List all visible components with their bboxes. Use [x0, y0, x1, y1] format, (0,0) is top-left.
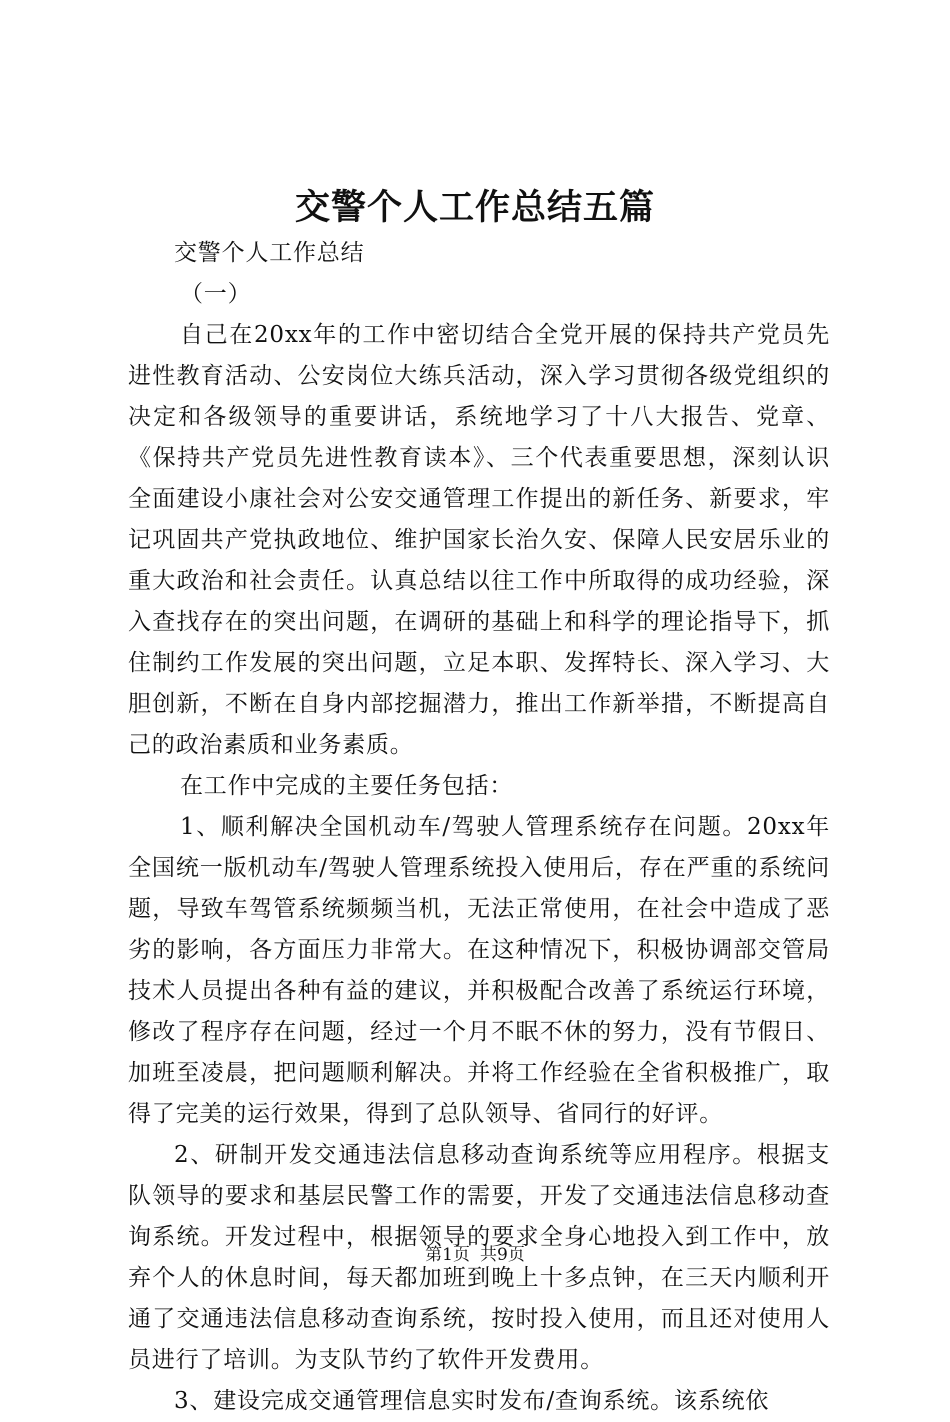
paragraph: 2、研制开发交通违法信息移动查询系统等应用程序。根据支队领导的要求和基层民警工作的需要，开发了交通违法信息移动查询系统。开发过程中，根据领导的要求全身心地投入到工作中，放弃个人的休息时间，每天都加班到晚上十多点钟，在三天内顺利开通了交通违法信息移动查询系统，按时投入使用，而且还对使用人员进行了培训。为支队节约了软件开发费用。 — [128, 1142, 830, 1373]
page-total: 共9页 — [480, 1245, 525, 1265]
page-number: 第1页 — [425, 1245, 470, 1265]
page-footer — [0, 1243, 950, 1267]
section-number: （一） — [180, 281, 252, 307]
paragraph: 3、建设完成交通管理信息实时发布/查询系统。该系统依 — [174, 1388, 770, 1414]
paragraph: 1、顺利解决全国机动车/驾驶人管理系统存在问题。20xx年全国统一版机动车/驾驶人管理系统投入使用后，存在严重的系统问题，导致车驾管系统频频当机，无法正常使用，在社会中造成了恶劣的影响，各方面压力非常大。在这种情况下，积极协调部交管局技术人员提出各种有益的建议，并积极配合改善了系统运行环境，修改了程序存在问题，经过一个月不眠不休的努力，没有节假日、加班至凌晨，把问题顺利解决。并将工作经验在全省积极推广，取得了完美的运行效果，得到了总队领导、省同行的好评。 — [128, 814, 830, 1127]
paragraph: 自己在20xx年的工作中密切结合全党开展的保持共产党员先进性教育活动、公安岗位大练兵活动，深入学习贯彻各级党组织的决定和各级领导的重要讲话，系统地学习了十八大报告、党章、《保持共产党员先进性教育读本》、三个代表重要思想，深刻认识全面建设小康社会对公安交通管理工作提出的新任务、新要求，牢记巩固共产党执政地位、维护国家长治久安、保障人民安居乐业的重大政治和社会责任。认真总结以往工作中所取得的成功经验，深入查找存在的突出问题，在调研的基础上和科学的理论指导下，抓住制约工作发展的突出问题，立足本职、发挥特长、深入学习、大胆创新，不断在自身内部挖掘潜力，推出工作新举措，不断提高自己的政治素质和业务素质。 — [128, 322, 830, 758]
paragraph: 在工作中完成的主要任务包括： — [180, 773, 514, 799]
document-title: 交警个人工作总结五篇 — [294, 187, 655, 228]
section-subtitle: 交警个人工作总结 — [174, 240, 365, 266]
